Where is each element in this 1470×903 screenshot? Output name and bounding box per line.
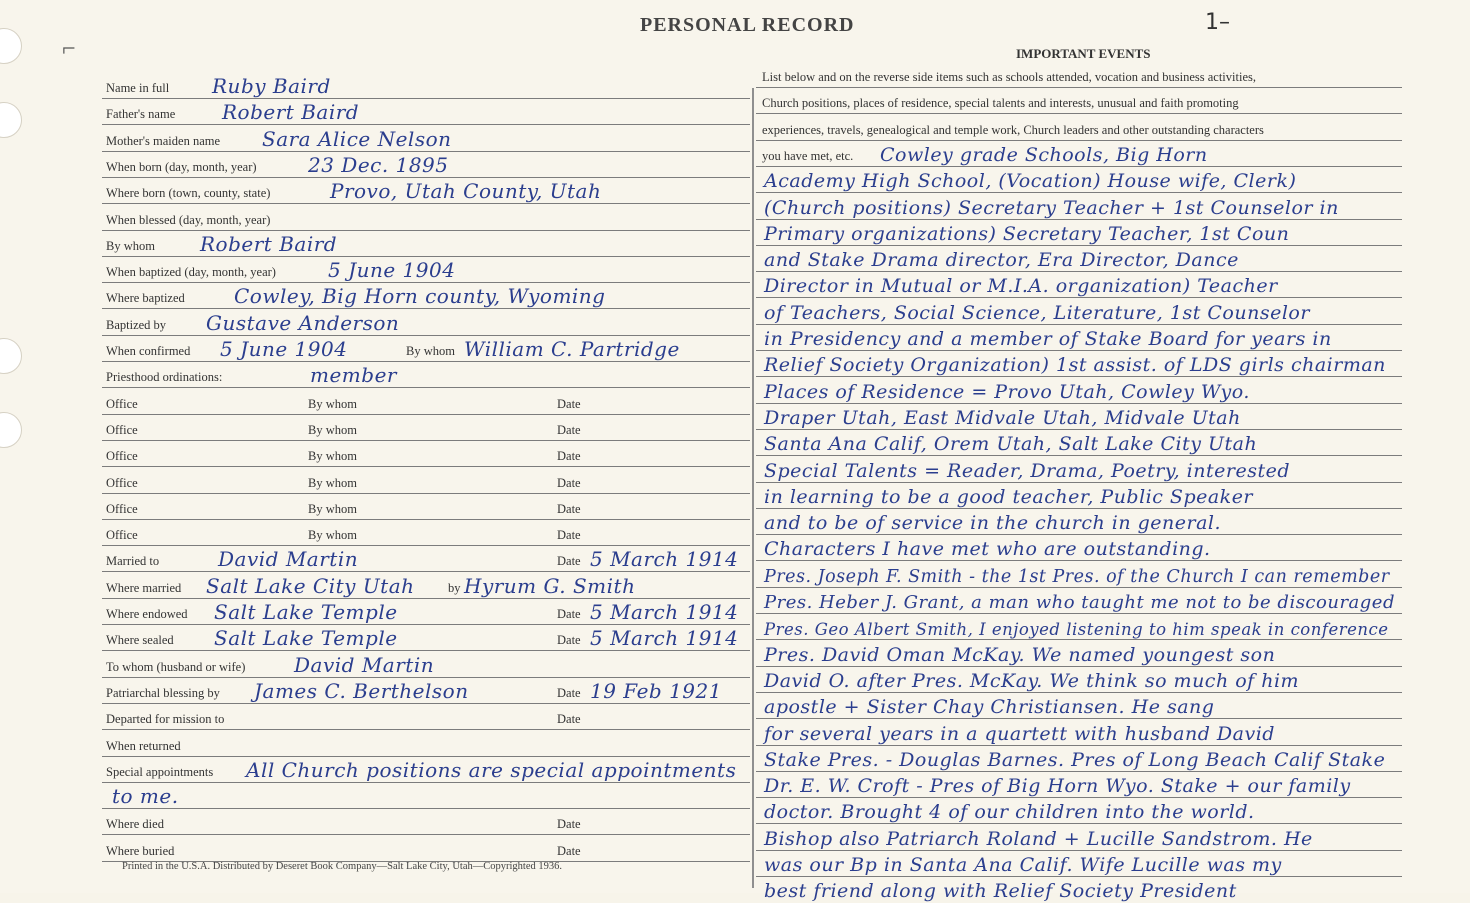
event-line (756, 693, 1402, 719)
event-line (756, 562, 1402, 588)
date-label: Date (557, 449, 581, 464)
record-row (102, 99, 750, 125)
record-row (102, 468, 750, 494)
handwritten-value: David Martin (294, 652, 435, 677)
date-label: Date (557, 843, 581, 858)
date-label: Date (557, 396, 581, 411)
event-line (756, 351, 1402, 377)
handwritten-event-line: Cowley grade Schools, Big Horn (880, 143, 1208, 166)
handwritten-event-line: Primary organizations) Secretary Teacher, 1st Coun (764, 222, 1290, 245)
field-label: Office (106, 501, 138, 516)
field-label: When returned (106, 738, 181, 753)
event-line (756, 667, 1402, 693)
instruction-line (756, 141, 1402, 167)
event-line (756, 614, 1402, 640)
handwritten-event-line: David O. after Pres. McKay. We think so much of him (764, 669, 1300, 692)
handwritten-event-line: Special Talents = Reader, Drama, Poetry, interested (764, 459, 1290, 482)
field-label: To whom (husband or wife) (106, 659, 246, 674)
handwritten-by-value: Hyrum G. Smith (464, 573, 636, 598)
record-row (102, 520, 750, 546)
handwritten-event-line: Characters I have met who are outstanding. (764, 538, 1211, 561)
field-label: Where baptized (106, 291, 185, 306)
event-line (756, 325, 1402, 351)
handwritten-event-line: Academy High School, (Vocation) House wife, Clerk) (764, 170, 1297, 193)
handwritten-value: to me. (112, 784, 179, 809)
instruction-text: experiences, travels, genealogical and temple work, Church leaders and other outstanding characters (762, 122, 1264, 137)
record-row (102, 836, 750, 862)
event-line (756, 851, 1402, 877)
instruction-line (756, 88, 1402, 114)
handwritten-date: 5 March 1914 (590, 626, 739, 651)
record-row (102, 731, 750, 757)
punch-hole (0, 412, 22, 448)
date-label: Date (557, 501, 581, 516)
column-divider (752, 88, 754, 888)
handwritten-value: Gustave Anderson (206, 310, 400, 335)
event-line (756, 772, 1402, 798)
handwritten-value: Robert Baird (200, 231, 338, 256)
record-row (102, 389, 750, 415)
field-label: By whom (106, 238, 155, 253)
handwritten-value: member (310, 363, 397, 388)
field-label: When baptized (day, month, year) (106, 265, 276, 280)
handwritten-event-line: in Presidency and a member of Stake Board for years in (764, 328, 1332, 350)
event-line (756, 641, 1402, 667)
field-label: Baptized by (106, 317, 167, 332)
date-label: Date (557, 817, 581, 832)
handwritten-by-value: William C. Partridge (464, 337, 680, 361)
date-label: Date (557, 685, 581, 700)
handwritten-event-line: Pres. Geo Albert Smith, I enjoyed listening to him speak in conference (764, 620, 1389, 640)
handwritten-event-line: for several years in a quartett with husband David (764, 722, 1275, 745)
record-row (102, 205, 750, 231)
date-label: Date (557, 712, 581, 727)
instruction-text: List below and on the reverse side items such as schools attended, vocation and business activities, (762, 70, 1256, 84)
date-label: Date (557, 633, 581, 648)
handwritten-value: Cowley, Big Horn county, Wyoming (234, 284, 606, 309)
record-row (102, 652, 750, 678)
field-label: Where married (106, 580, 182, 595)
record-row (102, 809, 750, 835)
date-label: Date (557, 475, 581, 490)
handwritten-value: Ruby Baird (212, 74, 331, 98)
handwritten-value: 5 June 1904 (328, 258, 456, 283)
event-line (756, 246, 1402, 272)
event-line (756, 457, 1402, 483)
punch-hole (0, 338, 22, 374)
field-label: Where died (106, 817, 164, 832)
record-row (102, 678, 750, 704)
instruction-line (756, 62, 1402, 88)
handwritten-value: 23 Dec. 1895 (308, 152, 449, 177)
handwritten-event-line: and Stake Drama director, Era Director, Dance (764, 249, 1239, 272)
event-line (756, 746, 1402, 772)
handwritten-value: Salt Lake Temple (214, 600, 398, 624)
field-label: Mother's maiden name (106, 133, 221, 148)
handwritten-event-line: apostle + Sister Chay Christiansen. He sang (764, 696, 1215, 719)
handwritten-event-line: and to be of service in the church in general. (764, 512, 1222, 535)
date-label: Date (557, 422, 581, 437)
by-whom-label: By whom (406, 344, 455, 358)
event-line (756, 430, 1402, 456)
record-row (102, 283, 750, 309)
record-row (102, 757, 750, 783)
handwritten-value: Salt Lake City Utah (206, 573, 415, 598)
field-label: Office (106, 449, 138, 464)
handwritten-event-line: Director in Mutual or M.I.A. organization) Teacher (764, 275, 1278, 298)
punch-hole (0, 28, 22, 64)
record-row (102, 362, 750, 388)
handwritten-value: David Martin (218, 547, 359, 572)
record-row (102, 415, 750, 441)
by-whom-label: By whom (308, 422, 357, 437)
date-label: Date (557, 607, 581, 621)
field-label: Where born (town, county, state) (106, 186, 271, 201)
event-line (756, 272, 1402, 298)
record-row (102, 178, 750, 204)
handwritten-event-line: Pres. Heber J. Grant, a man who taught me not to be discouraged (764, 592, 1395, 613)
event-line (756, 220, 1402, 246)
record-row (102, 546, 750, 572)
record-row (102, 783, 750, 809)
field-label: Departed for mission to (106, 712, 225, 727)
handwritten-event-line: Relief Society Organization) 1st assist. of LDS girls chairman (764, 354, 1386, 377)
field-label: Father's name (106, 107, 176, 122)
by-whom-label: By whom (308, 449, 357, 464)
field-label: Special appointments (106, 764, 214, 779)
handwritten-event-line: Pres. David Oman McKay. We named youngest son (764, 643, 1276, 666)
handwritten-date: 5 March 1914 (590, 600, 739, 624)
handwritten-event-line: was our Bp in Santa Ana Calif. Wife Lucille was my (764, 854, 1282, 876)
event-line (756, 378, 1402, 404)
handwritten-date: 5 March 1914 (590, 547, 739, 572)
handwritten-event-line: Pres. Joseph F. Smith - the 1st Pres. of the Church I can remember (764, 566, 1390, 587)
handwritten-value: James C. Berthelson (254, 678, 469, 703)
date-label: Date (557, 554, 581, 569)
page-marker: 1– (1205, 10, 1230, 35)
handwritten-value: Sara Alice Nelson (262, 126, 452, 151)
by-whom-label: By whom (308, 528, 357, 543)
record-row (102, 494, 750, 520)
field-label: Where sealed (106, 633, 174, 648)
field-label: Office (106, 396, 138, 411)
handwritten-event-line: Places of Residence = Provo Utah, Cowley Wyo. (764, 380, 1250, 403)
field-label: Married to (106, 554, 160, 569)
event-line (756, 167, 1402, 193)
handwritten-value: Salt Lake Temple (214, 626, 398, 651)
by-whom-label: By whom (308, 475, 357, 490)
instruction-line (756, 115, 1402, 141)
event-line (756, 877, 1402, 903)
instruction-text: Church positions, places of residence, special talents and interests, unusual and faith promoting (762, 96, 1239, 111)
field-label: Where buried (106, 843, 175, 858)
record-row (102, 704, 750, 730)
record-row (102, 441, 750, 467)
handwritten-value: 5 June 1904 (220, 337, 348, 361)
printer-footer: Printed in the U.S.A. Distributed by Deseret Book Company—Salt Lake City, Utah—Copyrighted 1936. (122, 861, 562, 872)
field-label: Name in full (106, 81, 170, 95)
handwritten-event-line: (Church positions) Secretary Teacher + 1st Counselor in (764, 196, 1339, 219)
record-row (102, 336, 750, 362)
handwritten-value: Provo, Utah County, Utah (330, 179, 602, 204)
event-line (756, 720, 1402, 746)
record-row (102, 126, 750, 152)
field-label: Office (106, 528, 138, 543)
handwritten-event-line: Draper Utah, East Midvale Utah, Midvale Utah (764, 406, 1241, 429)
handwritten-event-line: in learning to be a good teacher, Public Speaker (764, 485, 1254, 508)
handwritten-event-line: Dr. E. W. Croft - Pres of Big Horn Wyo. Stake + our family (764, 775, 1351, 798)
event-line (756, 194, 1402, 220)
handwritten-event-line: Santa Ana Calif, Orem Utah, Salt Lake City Utah (764, 433, 1258, 456)
record-row (102, 599, 750, 625)
field-label: Priesthood ordinations: (106, 370, 223, 385)
date-label: Date (557, 528, 581, 543)
field-label: Office (106, 475, 138, 490)
handwritten-value: Robert Baird (222, 100, 360, 125)
event-line (756, 798, 1402, 824)
handwritten-value: All Church positions are special appointments (246, 757, 737, 782)
page-title: PERSONAL RECORD (640, 14, 855, 36)
field-label: When blessed (day, month, year) (106, 212, 271, 227)
field-label: Patriarchal blessing by (106, 685, 220, 700)
handwritten-event-line: doctor. Brought 4 of our children into the world. (764, 801, 1255, 824)
record-row (102, 73, 750, 99)
field-label: When confirmed (106, 344, 191, 358)
event-line (756, 483, 1402, 509)
record-row (102, 257, 750, 283)
by-whom-label: By whom (308, 501, 357, 516)
record-row (102, 625, 750, 651)
event-line (756, 404, 1402, 430)
event-line (756, 825, 1402, 851)
field-label: When born (day, month, year) (106, 159, 257, 174)
punch-hole (0, 102, 22, 138)
by-whom-label: By whom (308, 396, 357, 411)
handwritten-event-line: of Teachers, Social Science, Literature, 1st Counselor (764, 301, 1310, 324)
event-line (756, 299, 1402, 325)
handwritten-event-line: best friend along with Relief Society President (764, 880, 1237, 903)
record-row (102, 310, 750, 336)
record-row (102, 231, 750, 257)
handwritten-event-line: Stake Pres. - Douglas Barnes. Pres of Long Beach Calif Stake (764, 748, 1386, 771)
event-line (756, 509, 1402, 535)
handwritten-date: 19 Feb 1921 (590, 678, 722, 703)
field-label: Where endowed (106, 607, 188, 621)
record-row (102, 152, 750, 178)
event-line (756, 535, 1402, 561)
by-whom-label: by (448, 580, 461, 595)
event-line (756, 588, 1402, 614)
important-events-heading: IMPORTANT EVENTS (1016, 46, 1151, 61)
handwritten-event-line: Bishop also Patriarch Roland + Lucille Sandstrom. He (764, 827, 1313, 850)
record-row (102, 573, 750, 599)
field-label: Office (106, 422, 138, 437)
instruction-text: you have met, etc. (762, 148, 854, 163)
corner-mark: ⌐ (62, 36, 76, 62)
